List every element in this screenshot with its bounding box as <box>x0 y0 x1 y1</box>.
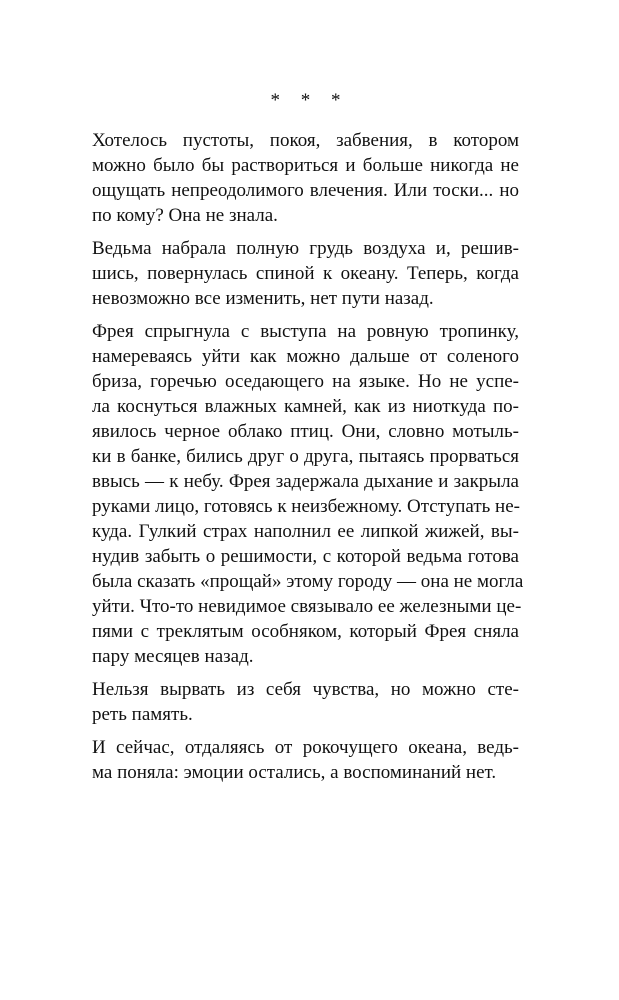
text-line: уйти. Что-то невидимое связывало ее железными це- <box>92 596 522 617</box>
text-line: бриза, горечью оседающего на языке. Но не успе- <box>92 371 519 392</box>
text-line: невозможно все изменить, нет пути назад. <box>92 288 434 309</box>
text-line: Хотелось пустоты, покоя, забвения, в котором <box>92 130 519 151</box>
text-line: И сейчас, отдаляясь от рокочущего океана, ведь- <box>92 737 519 758</box>
text-line: Нельзя вырвать из себя чувства, но можно сте- <box>92 679 519 700</box>
section-separator: * * * <box>270 90 349 111</box>
text-line: по кому? Она не знала. <box>92 205 278 226</box>
text-line: пями с треклятым особняком, который Фрея сняла <box>92 621 519 642</box>
paragraph <box>92 735 519 785</box>
text-line: Фрея спрыгнула с выступа на ровную тропинку, <box>92 321 519 342</box>
text-line: была сказать «прощай» этому городу — она не могла <box>92 571 524 592</box>
text-line: ощущать непреодолимого влечения. Или тоски... но <box>92 180 519 201</box>
text-line: Ведьма набрала полную грудь воздуха и, решив- <box>92 238 519 259</box>
paragraph <box>92 319 524 669</box>
text-line: ма поняла: эмоции остались, а воспоминаний нет. <box>92 762 497 783</box>
paragraph <box>92 677 519 727</box>
text-line: шись, повернулась спиной к океану. Теперь, когда <box>92 263 519 284</box>
text-line: ла коснуться влажных камней, как из ниоткуда по- <box>92 396 519 417</box>
text-line: пару месяцев назад. <box>92 646 254 667</box>
text-line: явилось черное облако птиц. Они, словно мотыль- <box>92 421 519 442</box>
text-line: реть память. <box>92 704 193 725</box>
paragraph <box>92 236 519 311</box>
text-line: руками лицо, готовясь к неизбежному. Отступать не- <box>92 496 520 517</box>
text-line: куда. Гулкий страх наполнил ее липкой жижей, вы- <box>92 521 519 542</box>
text-line: ввысь — к небу. Фрея задержала дыхание и закрыла <box>92 471 519 492</box>
body-text <box>92 128 524 793</box>
text-line: можно было бы раствориться и больше никогда не <box>92 155 519 176</box>
text-line: намереваясь уйти как можно дальше от соленого <box>92 346 519 367</box>
text-line: нудив забыть о решимости, с которой ведьма готова <box>92 546 519 567</box>
text-line: ки в банке, бились друг о друга, пытаясь прорваться <box>92 446 519 467</box>
paragraph <box>92 128 519 228</box>
